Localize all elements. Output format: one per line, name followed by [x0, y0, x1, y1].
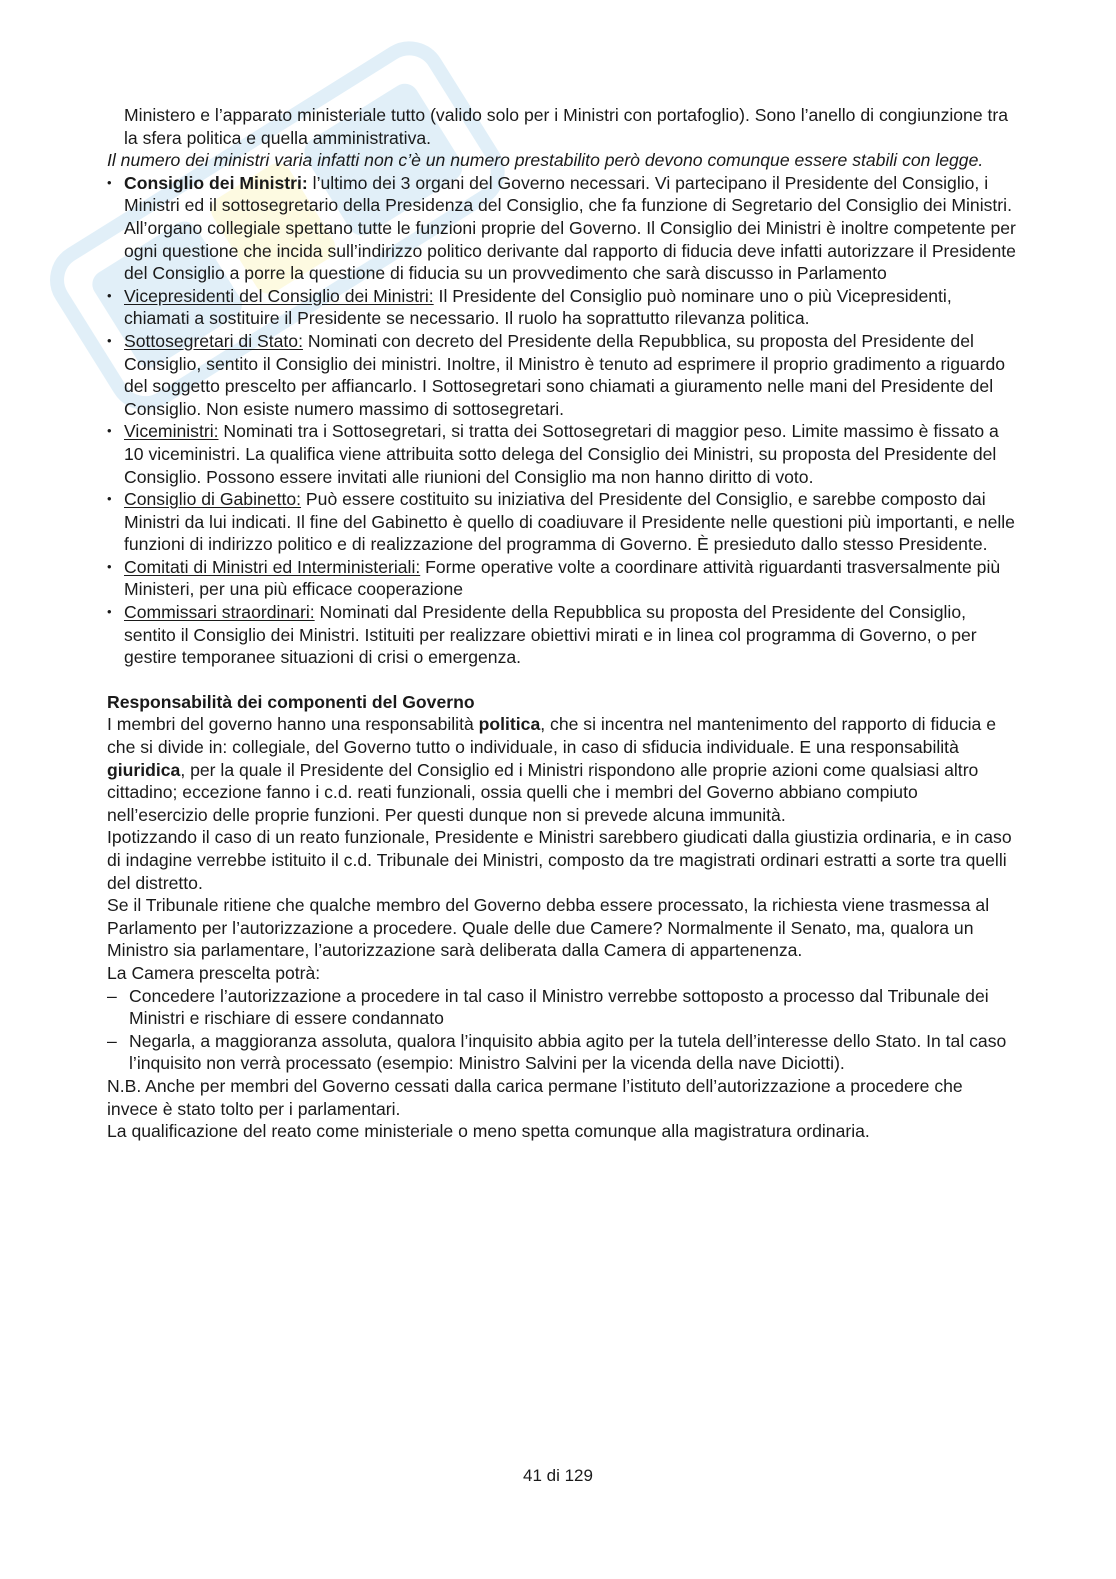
authorization-paragraph: Se il Tribunale ritiene che qualche membro del Governo debba essere processato, la richiesta viene trasmessa al Parlamento per l’autorizzazione a procedere. Quale delle due Camere? Normalmente il Senato, ma, qualora un Ministro sia parlamentare, l’autorizzazione sarà deliberata dalla Camera di appartenenza. [107, 895, 990, 961]
bullet-term: Viceministri: [124, 421, 219, 442]
paragraph-text: I membri del governo hanno una responsabilità [107, 714, 479, 735]
list-item: – Negarla, a maggioranza assoluta, qualora l’inquisito abbia agito per la tutela dell’interesse dello Stato. In tal caso l’inquisito non verrà processato (esempio: Ministro Salvini per la vicenda della nave Diciotti). [107, 1030, 1017, 1075]
bullet-text: Il Presidente del Consiglio può nominare uno o più Vicepresidenti, chiamati a sostituire il Presidente se necessario. Il ruolo ha soprattutto rilevanza politica. [124, 285, 952, 329]
document-page [107, 104, 1017, 1143]
intro-italic-note: Il numero dei ministri varia infatti non c’è un numero prestabilito però devono comunque essere stabili con legge. [107, 150, 984, 171]
list-item [107, 330, 1017, 420]
list-item [107, 172, 1017, 285]
bold-term: politica [478, 714, 541, 735]
bullet-term: Vicepresidenti del Consiglio dei Ministri: [124, 285, 434, 306]
bullet-term: Comitati di Ministri ed Interministeriali: [124, 556, 421, 577]
bullet-text: Può essere costituito su iniziativa del Presidente del Consiglio, e sarebbe composto dai Ministri da lui indicati. Il fine del Gabinetto è quello di coadiuvare il Presidente nelle questioni più importanti, e nelle funzioni di indirizzo politico e di realizzazione del programma di Governo. È presieduto dallo stesso Presidente. [124, 489, 1015, 555]
chamber-options-list [107, 985, 1017, 1075]
tribunal-paragraph: Ipotizzando il caso di un reato funzionale, Presidente e Ministri sarebbero giudicati dalla giustizia ordinaria, e in caso di indagine verrebbe istituito il c.d. Tribunale dei Ministri, composto da tre magistrati ordinari estratti a sorte tra quelli del distretto. [107, 827, 1012, 893]
list-item [107, 488, 1017, 556]
section-heading: Responsabilità dei componenti del Governo [107, 691, 475, 712]
list-item [107, 556, 1017, 601]
paragraph-text: , per la quale il Presidente del Consiglio ed i Ministri rispondono alle proprie azioni come qualsiasi altro cittadino; eccezione fanno i c.d. reati funzionali, ossia quelli che i membri del Governo abbiano compiuto nell’esercizio delle proprie funzioni. Per questi dunque non si prevede alcuna immunità. [107, 759, 979, 825]
closing-paragraph: La qualificazione del reato come ministeriale o meno spetta comunque alla magistratura ordinaria. [107, 1121, 870, 1142]
bullet-term: Sottosegretari di Stato: [124, 330, 303, 351]
list-item: – Concedere l’autorizzazione a procedere in tal caso il Ministro verrebbe sottoposto a processo dal Tribunale dei Ministri e rischiare di essere condannato [107, 985, 1017, 1030]
list-item [107, 601, 1017, 669]
list-item [107, 285, 1017, 330]
paragraph-text: , che si incentra nel mantenimento del rapporto di fiducia e che si divide in: collegiale, del Governo tutto o individuale, in caso di sfiducia individuale. E una responsabilità [107, 714, 996, 758]
bullet-text: Nominati tra i Sottosegretari, si tratta dei Sottosegretari di maggior peso. Limite massimo è fissato a 10 viceministri. La qualifica viene attribuita sotto delega del Consiglio dei Ministri, su proposta del Presidente del Consiglio. Possono essere invitati alle riunioni del Consiglio ma non hanno diritto di voto. [124, 421, 999, 487]
bullet-text: Nominati con decreto del Presidente della Repubblica, su proposta del Presidente del Consiglio, sentito il Consiglio dei ministri. Inoltre, il Ministro è tenuto ad esprimere il proprio gradimento a riguardo del soggetto prescelto per affiancarlo. I Sottosegretari sono chiamati a giuramento nelle mani del Presidente del Consiglio. Non esiste numero massimo di sottosegretari. [124, 330, 1006, 419]
intro-continuation: Ministero e l’apparato ministeriale tutto (valido solo per i Ministri con portafoglio). Sono l’anello di congiunzione tra la sfera politica e quella amministrativa. [124, 105, 1009, 148]
bullet-term: Consiglio di Gabinetto: [124, 489, 302, 510]
responsibility-paragraph [107, 713, 1017, 826]
nb-paragraph: N.B. Anche per membri del Governo cessati dalla carica permane l’istituto dell’autorizzazione a procedere che invece è stato tolto per i parlamentari. [107, 1075, 963, 1119]
list-item [107, 420, 1017, 488]
bullet-text: l’ultimo dei 3 organi del Governo necessari. Vi partecipano il Presidente del Consiglio, i Ministri ed il sottosegretario della Presidenza del Consiglio, che fa funzione di Segretario del Consiglio dei Ministri. All’organo collegiale spettano tutte le funzioni proprie del Governo. Il Consiglio dei Ministri è inoltre competente per ogni questione che incida sull’indirizzo politico derivante dal rapporto di fiducia deve infatti autorizzare il Presidente del Consiglio a porre la questione di fiducia su un provvedimento che sarà discusso in Parlamento [124, 172, 1016, 284]
page-number: 41 di 129 [523, 1466, 593, 1485]
bullet-term: Commissari straordinari: [124, 602, 315, 623]
organs-list [107, 172, 1017, 669]
chamber-options-intro: La Camera prescelta potrà: [107, 962, 321, 983]
bold-term: giuridica [107, 759, 181, 780]
bullet-text: Forme operative volte a coordinare attività riguardanti trasversalmente più Ministeri, per una più efficace cooperazione [124, 556, 1001, 600]
bullet-text: Nominati dal Presidente della Repubblica su proposta del Presidente del Consiglio, sentito il Consiglio dei Ministri. Istituiti per realizzare obiettivi mirati e in linea col programma di Governo, o per gestire temporanee situazioni di crisi o emergenza. [124, 602, 977, 668]
bullet-term: Consiglio dei Ministri: [124, 172, 308, 193]
